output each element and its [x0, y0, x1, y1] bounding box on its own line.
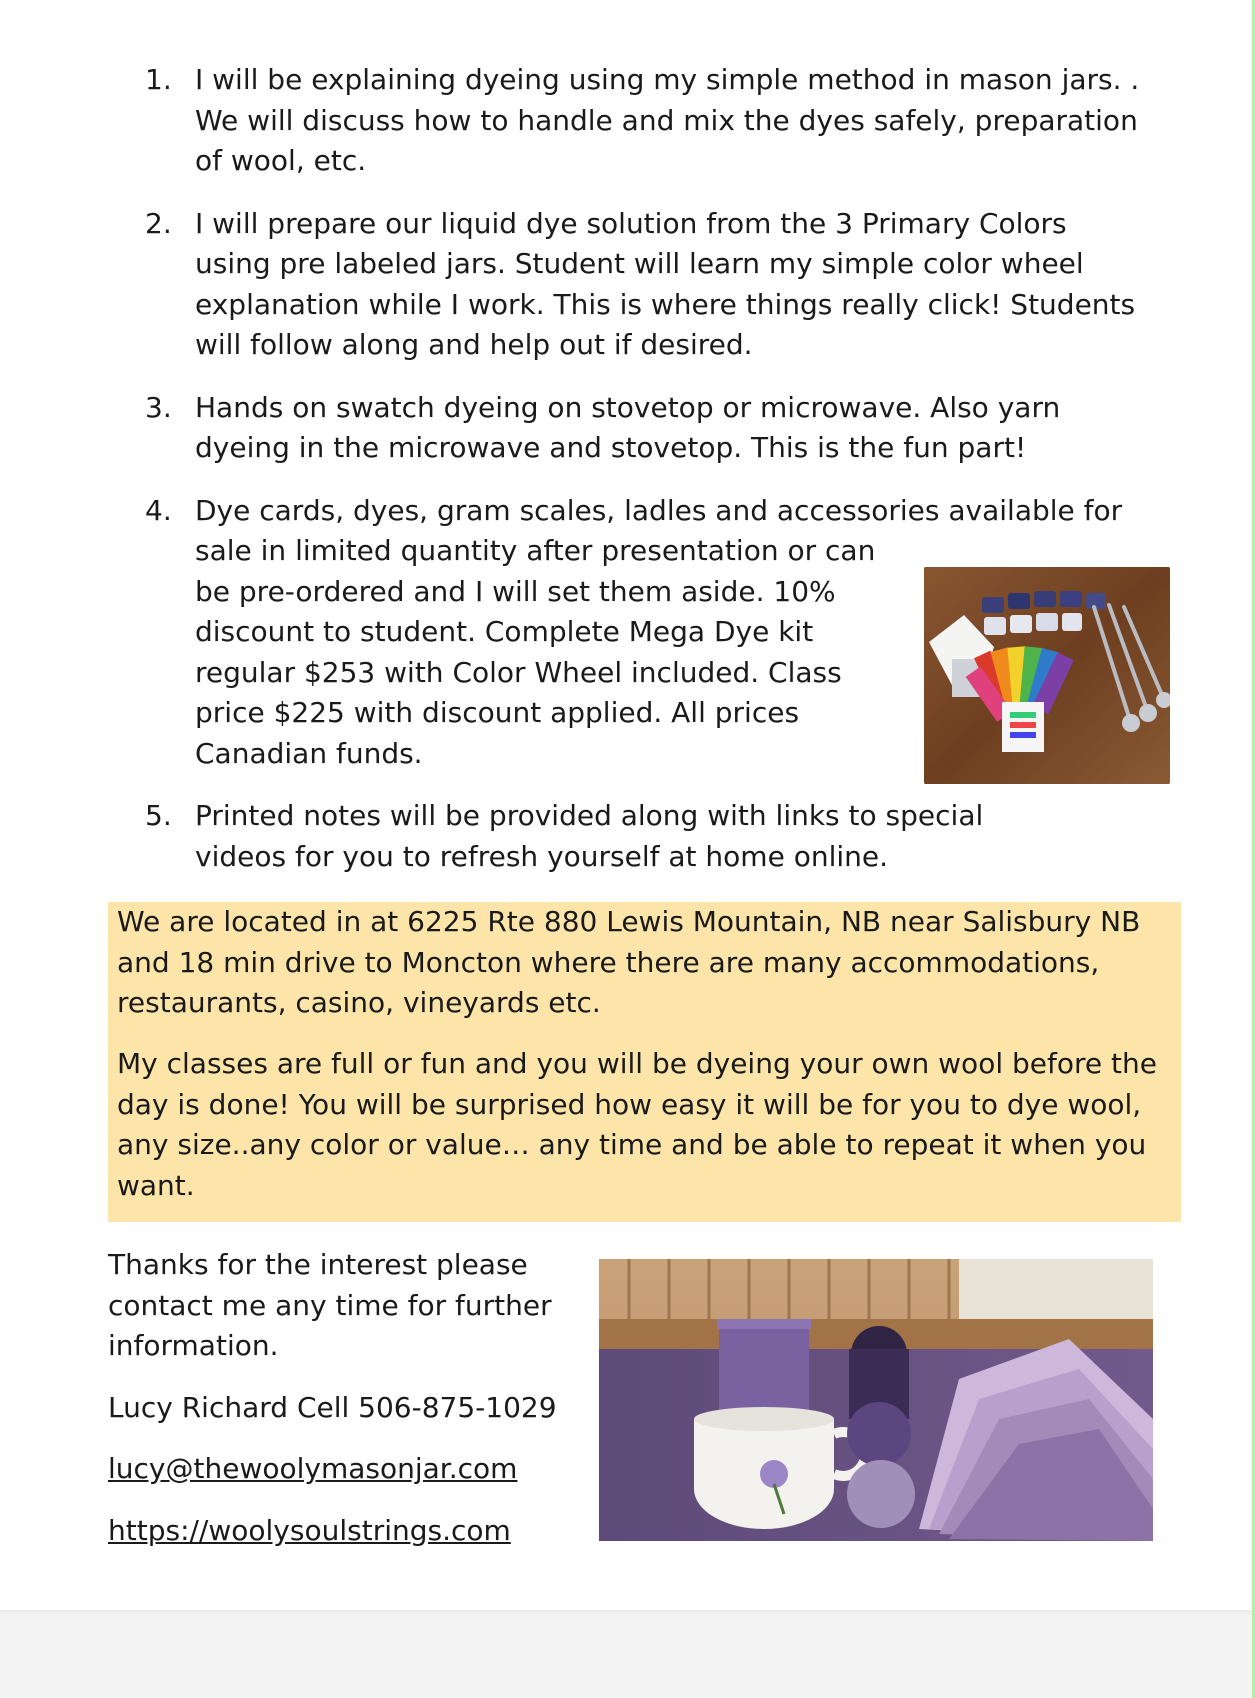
list-item: [145, 204, 1145, 366]
item-number: 4.: [145, 493, 172, 527]
item-number: 5.: [145, 799, 172, 832]
item-number: 2.: [145, 206, 172, 240]
thanks-paragraph: Thanks for the interest please contact me any time for further information.: [108, 1248, 552, 1362]
item-number: 3.: [145, 390, 172, 424]
item-text: I will be explaining dyeing using my simple method in mason jars. . We will discuss how to handle and mix the dyes safely, preparation of wool, etc.: [195, 63, 1140, 177]
item-number: 1.: [145, 63, 172, 96]
item-text: Hands on swatch dyeing on stovetop or microwave. Also yarn dyeing in the microwave and stovetop. This is the fun part!: [195, 390, 1061, 464]
dye-kit-photo: [924, 567, 1170, 784]
email-link[interactable]: lucy@thewoolymasonjar.com: [108, 1452, 518, 1485]
list-item: [145, 388, 1145, 469]
page-bottom-margin: [0, 1610, 1252, 1698]
list-item: [145, 60, 1145, 182]
contact-section: [108, 1245, 578, 1572]
location-info-box: [108, 902, 1181, 1222]
item-text: sale in limited quantity after presentation or can be pre-ordered and I will set them aside. 10% discount to student. Complete Mega Dye kit regular $253 with Color Wheel included. Class price $225 with discount applied. All prices Canadian funds.: [195, 534, 876, 770]
phone-line: Lucy Richard Cell 506-875-1029: [108, 1390, 557, 1424]
item-text-first-line: Dye cards, dyes, gram scales, ladles and accessories available for: [195, 493, 1123, 527]
item-text: I will prepare our liquid dye solution from the 3 Primary Colors using pre labeled jars. Student will learn my simple color wheel explanation while I work. This is where things really click! Students will follow along and help out if desired.: [195, 206, 1136, 361]
location-paragraph: We are located in at 6225 Rte 880 Lewis Mountain, NB near Salisbury NB and 18 min drive to Moncton where there are many accommodations, restaurants, casino, vineyards etc.: [117, 905, 1141, 1019]
item-text: Printed notes will be provided along with links to special videos for you to refresh yourself at home online.: [195, 799, 984, 873]
website-link[interactable]: https://woolysoulstrings.com: [108, 1513, 511, 1547]
classes-paragraph: My classes are full or fun and you will be dyeing your own wool before the day is done! You will be surprised how easy it will be for you to dye wool, any size..any color or value… any time and be able to repeat it when you want.: [117, 1047, 1157, 1202]
wool-photo: [599, 1259, 1153, 1541]
list-item: [145, 796, 1145, 877]
